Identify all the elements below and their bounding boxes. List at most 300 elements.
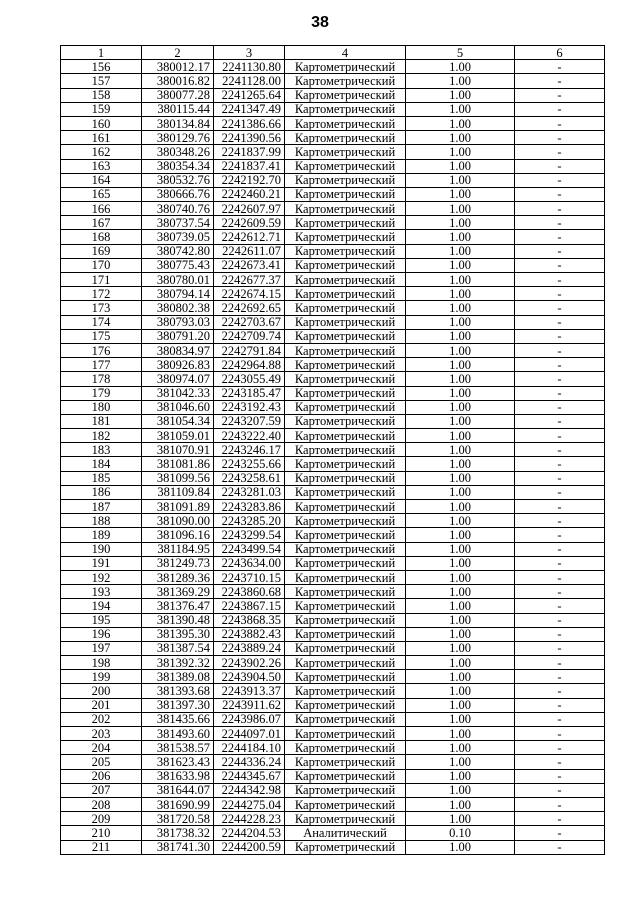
point-number-cell: 187 — [61, 500, 142, 514]
table-row — [61, 712, 605, 726]
point-number-cell: 175 — [61, 329, 142, 343]
y-coordinate-cell: 2242791.84 — [214, 343, 285, 357]
point-number-cell: 198 — [61, 656, 142, 670]
method-cell: Картометрический — [285, 60, 406, 74]
x-coordinate-cell: 381493.60 — [142, 727, 214, 741]
x-coordinate-cell: 381397.30 — [142, 698, 214, 712]
note-cell: - — [515, 570, 605, 584]
method-cell: Картометрический — [285, 670, 406, 684]
accuracy-cell: 0.10 — [406, 826, 515, 840]
accuracy-cell: 1.00 — [406, 585, 515, 599]
accuracy-cell: 1.00 — [406, 542, 515, 556]
method-cell: Картометрический — [285, 485, 406, 499]
point-number-cell: 200 — [61, 684, 142, 698]
point-number-cell: 163 — [61, 159, 142, 173]
y-coordinate-cell: 2243913.37 — [214, 684, 285, 698]
table-row — [61, 783, 605, 797]
note-cell: - — [515, 287, 605, 301]
accuracy-cell: 1.00 — [406, 727, 515, 741]
point-number-cell: 164 — [61, 173, 142, 187]
point-number-cell: 189 — [61, 528, 142, 542]
table-row — [61, 500, 605, 514]
column-header-6: 6 — [515, 46, 605, 60]
x-coordinate-cell: 381091.89 — [142, 500, 214, 514]
point-number-cell: 209 — [61, 812, 142, 826]
table-row — [61, 514, 605, 528]
method-cell: Картометрический — [285, 187, 406, 201]
note-cell: - — [515, 244, 605, 258]
table-row — [61, 273, 605, 287]
table-row — [61, 556, 605, 570]
page-number: 38 — [311, 14, 329, 31]
table-row — [61, 528, 605, 542]
x-coordinate-cell: 381390.48 — [142, 613, 214, 627]
table-row — [61, 88, 605, 102]
x-coordinate-cell: 381109.84 — [142, 485, 214, 499]
x-coordinate-cell: 380791.20 — [142, 329, 214, 343]
table-row — [61, 230, 605, 244]
point-number-cell: 205 — [61, 755, 142, 769]
note-cell: - — [515, 216, 605, 230]
point-number-cell: 174 — [61, 315, 142, 329]
point-number-cell: 180 — [61, 400, 142, 414]
table-row — [61, 443, 605, 457]
accuracy-cell: 1.00 — [406, 273, 515, 287]
x-coordinate-cell: 381184.95 — [142, 542, 214, 556]
note-cell: - — [515, 727, 605, 741]
y-coordinate-cell: 2242612.71 — [214, 230, 285, 244]
note-cell: - — [515, 145, 605, 159]
point-number-cell: 208 — [61, 797, 142, 811]
x-coordinate-cell: 380802.38 — [142, 301, 214, 315]
point-number-cell: 169 — [61, 244, 142, 258]
table-row — [61, 301, 605, 315]
accuracy-cell: 1.00 — [406, 712, 515, 726]
accuracy-cell: 1.00 — [406, 485, 515, 499]
x-coordinate-cell: 380354.34 — [142, 159, 214, 173]
x-coordinate-cell: 381690.99 — [142, 797, 214, 811]
x-coordinate-cell: 380794.14 — [142, 287, 214, 301]
y-coordinate-cell: 2241837.41 — [214, 159, 285, 173]
x-coordinate-cell: 380780.01 — [142, 273, 214, 287]
method-cell: Картометрический — [285, 514, 406, 528]
note-cell: - — [515, 187, 605, 201]
method-cell: Картометрический — [285, 301, 406, 315]
note-cell: - — [515, 826, 605, 840]
table-row — [61, 386, 605, 400]
table-row — [61, 74, 605, 88]
method-cell: Картометрический — [285, 429, 406, 443]
table-row — [61, 826, 605, 840]
y-coordinate-cell: 2243710.15 — [214, 570, 285, 584]
y-coordinate-cell: 2241390.56 — [214, 131, 285, 145]
method-cell: Картометрический — [285, 173, 406, 187]
method-cell: Картометрический — [285, 656, 406, 670]
method-cell: Картометрический — [285, 585, 406, 599]
note-cell: - — [515, 429, 605, 443]
table-row — [61, 116, 605, 130]
accuracy-cell: 1.00 — [406, 599, 515, 613]
y-coordinate-cell: 2244097.01 — [214, 727, 285, 741]
table-row — [61, 372, 605, 386]
accuracy-cell: 1.00 — [406, 244, 515, 258]
table-row — [61, 173, 605, 187]
table-row — [61, 812, 605, 826]
note-cell: - — [515, 457, 605, 471]
point-number-cell: 173 — [61, 301, 142, 315]
accuracy-cell: 1.00 — [406, 797, 515, 811]
x-coordinate-cell: 380793.03 — [142, 315, 214, 329]
method-cell: Картометрический — [285, 159, 406, 173]
accuracy-cell: 1.00 — [406, 812, 515, 826]
point-number-cell: 156 — [61, 60, 142, 74]
y-coordinate-cell: 2244275.04 — [214, 797, 285, 811]
note-cell: - — [515, 712, 605, 726]
point-number-cell: 197 — [61, 641, 142, 655]
method-cell: Картометрический — [285, 74, 406, 88]
y-coordinate-cell: 2243634.00 — [214, 556, 285, 570]
note-cell: - — [515, 202, 605, 216]
x-coordinate-cell: 381081.86 — [142, 457, 214, 471]
y-coordinate-cell: 2243283.86 — [214, 500, 285, 514]
table-row — [61, 741, 605, 755]
method-cell: Картометрический — [285, 727, 406, 741]
table-row — [61, 131, 605, 145]
y-coordinate-cell: 2242611.07 — [214, 244, 285, 258]
accuracy-cell: 1.00 — [406, 414, 515, 428]
method-cell: Картометрический — [285, 457, 406, 471]
point-number-cell: 165 — [61, 187, 142, 201]
x-coordinate-cell: 381042.33 — [142, 386, 214, 400]
method-cell: Картометрический — [285, 216, 406, 230]
accuracy-cell: 1.00 — [406, 457, 515, 471]
y-coordinate-cell: 2242677.37 — [214, 273, 285, 287]
x-coordinate-cell: 381289.36 — [142, 570, 214, 584]
note-cell: - — [515, 315, 605, 329]
x-coordinate-cell: 381389.08 — [142, 670, 214, 684]
y-coordinate-cell: 2243904.50 — [214, 670, 285, 684]
accuracy-cell: 1.00 — [406, 88, 515, 102]
table-row — [61, 329, 605, 343]
point-number-cell: 186 — [61, 485, 142, 499]
method-cell: Картометрический — [285, 570, 406, 584]
y-coordinate-cell: 2243192.43 — [214, 400, 285, 414]
table-row — [61, 698, 605, 712]
point-number-cell: 160 — [61, 116, 142, 130]
x-coordinate-cell: 381054.34 — [142, 414, 214, 428]
point-number-cell: 171 — [61, 273, 142, 287]
x-coordinate-cell: 381249.73 — [142, 556, 214, 570]
table-row — [61, 202, 605, 216]
note-cell: - — [515, 840, 605, 854]
y-coordinate-cell: 2241130.80 — [214, 60, 285, 74]
y-coordinate-cell: 2244184.10 — [214, 741, 285, 755]
method-cell: Картометрический — [285, 769, 406, 783]
accuracy-cell: 1.00 — [406, 514, 515, 528]
point-number-cell: 203 — [61, 727, 142, 741]
x-coordinate-cell: 380012.17 — [142, 60, 214, 74]
point-number-cell: 161 — [61, 131, 142, 145]
x-coordinate-cell: 380775.43 — [142, 258, 214, 272]
table-header-row — [61, 46, 605, 60]
accuracy-cell: 1.00 — [406, 102, 515, 116]
note-cell: - — [515, 443, 605, 457]
point-number-cell: 202 — [61, 712, 142, 726]
accuracy-cell: 1.00 — [406, 400, 515, 414]
accuracy-cell: 1.00 — [406, 116, 515, 130]
method-cell: Картометрический — [285, 599, 406, 613]
accuracy-cell: 1.00 — [406, 173, 515, 187]
method-cell: Картометрический — [285, 145, 406, 159]
note-cell: - — [515, 329, 605, 343]
coordinates-table — [60, 45, 605, 855]
table-row — [61, 60, 605, 74]
table-row — [61, 727, 605, 741]
point-number-cell: 207 — [61, 783, 142, 797]
note-cell: - — [515, 301, 605, 315]
y-coordinate-cell: 2242674.15 — [214, 287, 285, 301]
note-cell: - — [515, 358, 605, 372]
table-row — [61, 457, 605, 471]
x-coordinate-cell: 380834.97 — [142, 343, 214, 357]
x-coordinate-cell: 381099.56 — [142, 471, 214, 485]
table-row — [61, 102, 605, 116]
x-coordinate-cell: 381720.58 — [142, 812, 214, 826]
method-cell: Картометрический — [285, 443, 406, 457]
point-number-cell: 192 — [61, 570, 142, 584]
accuracy-cell: 1.00 — [406, 202, 515, 216]
accuracy-cell: 1.00 — [406, 641, 515, 655]
point-number-cell: 172 — [61, 287, 142, 301]
method-cell: Картометрический — [285, 500, 406, 514]
point-number-cell: 204 — [61, 741, 142, 755]
point-number-cell: 183 — [61, 443, 142, 457]
y-coordinate-cell: 2242692.65 — [214, 301, 285, 315]
point-number-cell: 206 — [61, 769, 142, 783]
table-row — [61, 485, 605, 499]
accuracy-cell: 1.00 — [406, 500, 515, 514]
method-cell: Картометрический — [285, 414, 406, 428]
method-cell: Картометрический — [285, 613, 406, 627]
x-coordinate-cell: 380739.05 — [142, 230, 214, 244]
accuracy-cell: 1.00 — [406, 684, 515, 698]
note-cell: - — [515, 386, 605, 400]
column-header-5: 5 — [406, 46, 515, 60]
table-row — [61, 400, 605, 414]
column-header-3: 3 — [214, 46, 285, 60]
y-coordinate-cell: 2243285.20 — [214, 514, 285, 528]
y-coordinate-cell: 2243299.54 — [214, 528, 285, 542]
accuracy-cell: 1.00 — [406, 769, 515, 783]
method-cell: Картометрический — [285, 358, 406, 372]
accuracy-cell: 1.00 — [406, 60, 515, 74]
table-row — [61, 769, 605, 783]
x-coordinate-cell: 381090.00 — [142, 514, 214, 528]
y-coordinate-cell: 2241837.99 — [214, 145, 285, 159]
point-number-cell: 210 — [61, 826, 142, 840]
accuracy-cell: 1.00 — [406, 471, 515, 485]
y-coordinate-cell: 2241128.00 — [214, 74, 285, 88]
note-cell: - — [515, 343, 605, 357]
table-row — [61, 585, 605, 599]
accuracy-cell: 1.00 — [406, 840, 515, 854]
table-row — [61, 641, 605, 655]
accuracy-cell: 1.00 — [406, 783, 515, 797]
x-coordinate-cell: 381059.01 — [142, 429, 214, 443]
note-cell: - — [515, 372, 605, 386]
x-coordinate-cell: 380974.07 — [142, 372, 214, 386]
method-cell: Аналитический — [285, 826, 406, 840]
x-coordinate-cell: 381392.32 — [142, 656, 214, 670]
method-cell: Картометрический — [285, 273, 406, 287]
table-row — [61, 613, 605, 627]
y-coordinate-cell: 2242703.67 — [214, 315, 285, 329]
point-number-cell: 168 — [61, 230, 142, 244]
accuracy-cell: 1.00 — [406, 372, 515, 386]
x-coordinate-cell: 380740.76 — [142, 202, 214, 216]
point-number-cell: 177 — [61, 358, 142, 372]
note-cell: - — [515, 755, 605, 769]
table-row — [61, 471, 605, 485]
method-cell: Картометрический — [285, 755, 406, 769]
note-cell: - — [515, 485, 605, 499]
x-coordinate-cell: 380666.76 — [142, 187, 214, 201]
x-coordinate-cell: 381741.30 — [142, 840, 214, 854]
point-number-cell: 201 — [61, 698, 142, 712]
method-cell: Картометрический — [285, 684, 406, 698]
method-cell: Картометрический — [285, 116, 406, 130]
table-row — [61, 315, 605, 329]
method-cell: Картометрический — [285, 840, 406, 854]
x-coordinate-cell: 381070.91 — [142, 443, 214, 457]
note-cell: - — [515, 116, 605, 130]
method-cell: Картометрический — [285, 287, 406, 301]
x-coordinate-cell: 380016.82 — [142, 74, 214, 88]
y-coordinate-cell: 2243902.26 — [214, 656, 285, 670]
accuracy-cell: 1.00 — [406, 670, 515, 684]
y-coordinate-cell: 2244228.23 — [214, 812, 285, 826]
note-cell: - — [515, 698, 605, 712]
table-row — [61, 187, 605, 201]
note-cell: - — [515, 74, 605, 88]
x-coordinate-cell: 381369.29 — [142, 585, 214, 599]
accuracy-cell: 1.00 — [406, 230, 515, 244]
x-coordinate-cell: 380129.76 — [142, 131, 214, 145]
x-coordinate-cell: 381538.57 — [142, 741, 214, 755]
table-row — [61, 159, 605, 173]
method-cell: Картометрический — [285, 698, 406, 712]
note-cell: - — [515, 258, 605, 272]
table-row — [61, 755, 605, 769]
note-cell: - — [515, 414, 605, 428]
point-number-cell: 179 — [61, 386, 142, 400]
x-coordinate-cell: 381395.30 — [142, 627, 214, 641]
point-number-cell: 166 — [61, 202, 142, 216]
accuracy-cell: 1.00 — [406, 627, 515, 641]
note-cell: - — [515, 797, 605, 811]
accuracy-cell: 1.00 — [406, 755, 515, 769]
accuracy-cell: 1.00 — [406, 74, 515, 88]
note-cell: - — [515, 273, 605, 287]
accuracy-cell: 1.00 — [406, 315, 515, 329]
table-row — [61, 343, 605, 357]
accuracy-cell: 1.00 — [406, 613, 515, 627]
method-cell: Картометрический — [285, 244, 406, 258]
accuracy-cell: 1.00 — [406, 656, 515, 670]
method-cell: Картометрический — [285, 528, 406, 542]
note-cell: - — [515, 656, 605, 670]
point-number-cell: 193 — [61, 585, 142, 599]
point-number-cell: 181 — [61, 414, 142, 428]
y-coordinate-cell: 2242192.70 — [214, 173, 285, 187]
point-number-cell: 178 — [61, 372, 142, 386]
note-cell: - — [515, 173, 605, 187]
note-cell: - — [515, 528, 605, 542]
y-coordinate-cell: 2243868.35 — [214, 613, 285, 627]
y-coordinate-cell: 2241386.66 — [214, 116, 285, 130]
y-coordinate-cell: 2243255.66 — [214, 457, 285, 471]
y-coordinate-cell: 2244345.67 — [214, 769, 285, 783]
table-row — [61, 216, 605, 230]
x-coordinate-cell: 380737.54 — [142, 216, 214, 230]
y-coordinate-cell: 2242673.41 — [214, 258, 285, 272]
point-number-cell: 190 — [61, 542, 142, 556]
accuracy-cell: 1.00 — [406, 159, 515, 173]
table-row — [61, 684, 605, 698]
method-cell: Картометрический — [285, 400, 406, 414]
y-coordinate-cell: 2242709.74 — [214, 329, 285, 343]
accuracy-cell: 1.00 — [406, 443, 515, 457]
note-cell: - — [515, 670, 605, 684]
point-number-cell: 188 — [61, 514, 142, 528]
note-cell: - — [515, 627, 605, 641]
column-header-4: 4 — [285, 46, 406, 60]
note-cell: - — [515, 769, 605, 783]
y-coordinate-cell: 2244204.53 — [214, 826, 285, 840]
y-coordinate-cell: 2243499.54 — [214, 542, 285, 556]
y-coordinate-cell: 2243889.24 — [214, 641, 285, 655]
y-coordinate-cell: 2243911.62 — [214, 698, 285, 712]
note-cell: - — [515, 514, 605, 528]
accuracy-cell: 1.00 — [406, 131, 515, 145]
method-cell: Картометрический — [285, 641, 406, 655]
y-coordinate-cell: 2242964.88 — [214, 358, 285, 372]
method-cell: Картометрический — [285, 556, 406, 570]
method-cell: Картометрический — [285, 315, 406, 329]
point-number-cell: 159 — [61, 102, 142, 116]
y-coordinate-cell: 2243207.59 — [214, 414, 285, 428]
method-cell: Картометрический — [285, 343, 406, 357]
note-cell: - — [515, 131, 605, 145]
note-cell: - — [515, 230, 605, 244]
x-coordinate-cell: 381046.60 — [142, 400, 214, 414]
note-cell: - — [515, 741, 605, 755]
y-coordinate-cell: 2243185.47 — [214, 386, 285, 400]
point-number-cell: 158 — [61, 88, 142, 102]
point-number-cell: 191 — [61, 556, 142, 570]
y-coordinate-cell: 2243281.03 — [214, 485, 285, 499]
method-cell: Картометрический — [285, 386, 406, 400]
point-number-cell: 199 — [61, 670, 142, 684]
y-coordinate-cell: 2243882.43 — [214, 627, 285, 641]
accuracy-cell: 1.00 — [406, 187, 515, 201]
note-cell: - — [515, 599, 605, 613]
accuracy-cell: 1.00 — [406, 258, 515, 272]
method-cell: Картометрический — [285, 131, 406, 145]
table-row — [61, 287, 605, 301]
note-cell: - — [515, 585, 605, 599]
table-row — [61, 570, 605, 584]
